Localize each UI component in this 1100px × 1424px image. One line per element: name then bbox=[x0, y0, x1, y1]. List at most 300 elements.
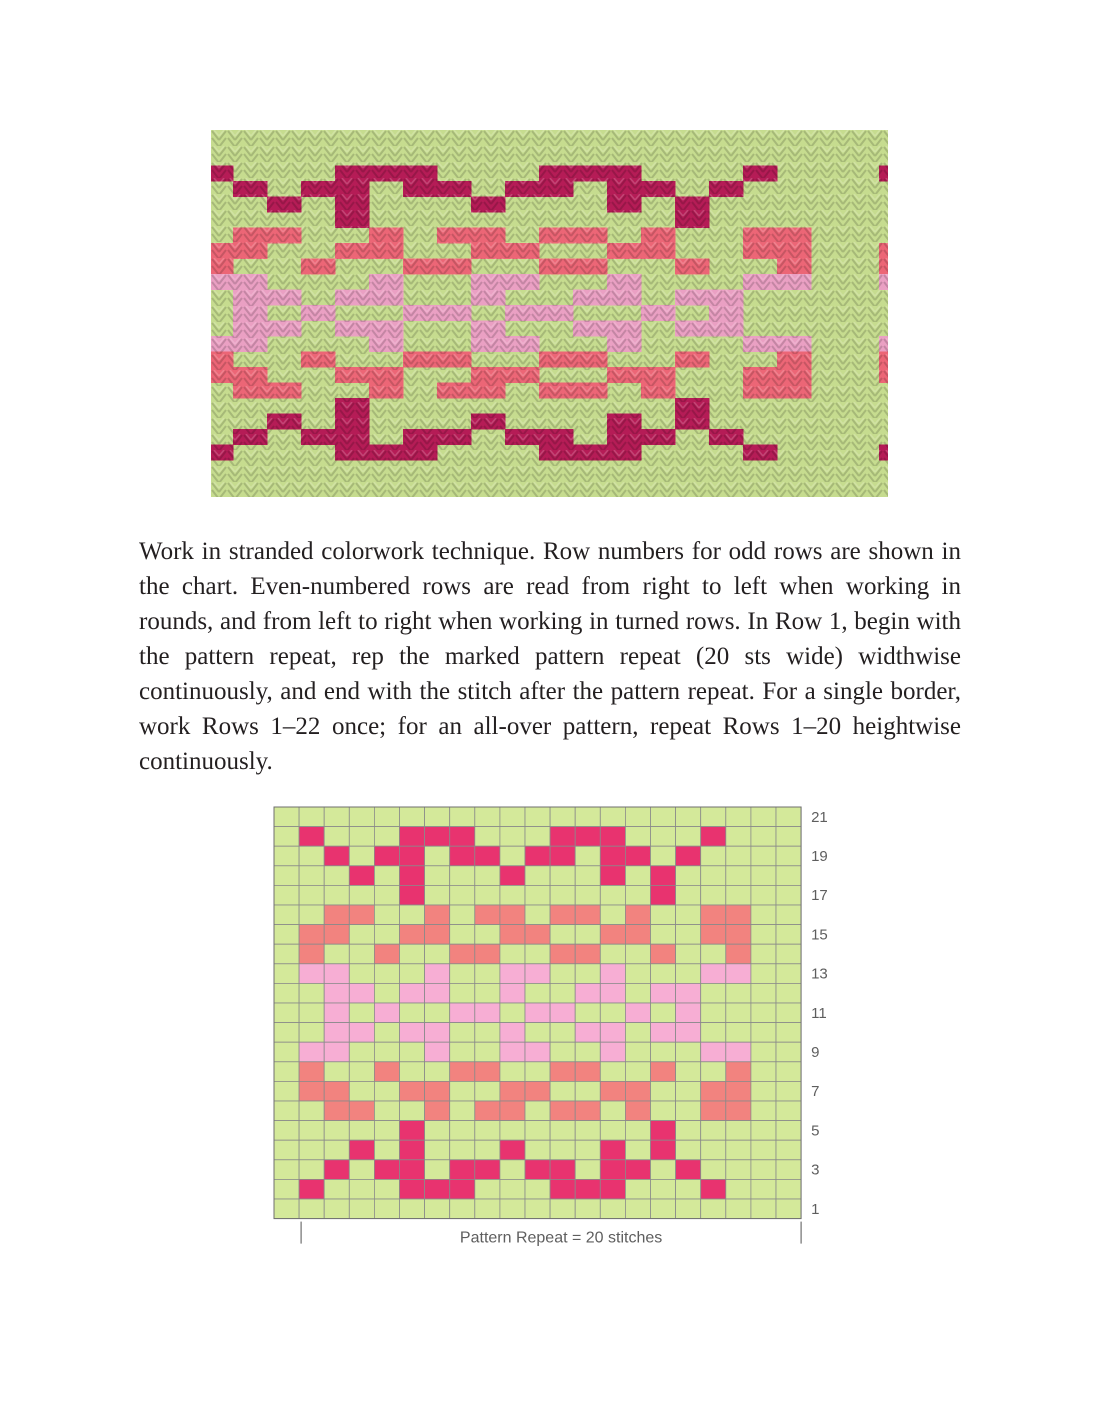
chart-cell bbox=[299, 1121, 324, 1141]
chart-cell bbox=[726, 846, 751, 866]
chart-cell bbox=[575, 925, 600, 945]
chart-cell bbox=[425, 827, 450, 847]
chart-cell bbox=[400, 925, 425, 945]
chart-cell bbox=[550, 1003, 575, 1023]
chart-cell bbox=[425, 944, 450, 964]
chart-cell bbox=[676, 885, 701, 905]
chart-cell bbox=[726, 866, 751, 886]
row-number-label: 11 bbox=[811, 1004, 827, 1022]
chart-cell bbox=[274, 827, 299, 847]
chart-cell bbox=[701, 807, 726, 827]
chart-cell bbox=[550, 964, 575, 984]
chart-cell bbox=[625, 1042, 650, 1062]
chart-cell bbox=[776, 944, 801, 964]
chart-cell bbox=[500, 827, 525, 847]
chart-cell bbox=[349, 944, 374, 964]
chart-cell bbox=[425, 964, 450, 984]
chart-cell bbox=[726, 1062, 751, 1082]
chart-cell bbox=[550, 905, 575, 925]
chart-cell bbox=[450, 1199, 475, 1219]
chart-cell bbox=[701, 1081, 726, 1101]
chart-cell bbox=[676, 944, 701, 964]
chart-cell bbox=[324, 1160, 349, 1180]
chart-cell bbox=[274, 983, 299, 1003]
chart-cell bbox=[550, 1160, 575, 1180]
chart-cell bbox=[324, 905, 349, 925]
chart-cell bbox=[400, 1160, 425, 1180]
chart-cell bbox=[450, 1101, 475, 1121]
chart-cell bbox=[600, 1140, 625, 1160]
chart-cell bbox=[776, 807, 801, 827]
chart-cell bbox=[274, 885, 299, 905]
chart-cell bbox=[676, 1199, 701, 1219]
chart-cell bbox=[525, 807, 550, 827]
chart-cell bbox=[600, 1023, 625, 1043]
chart-cell bbox=[625, 1023, 650, 1043]
chart-cell bbox=[751, 1121, 776, 1141]
chart-cell bbox=[676, 983, 701, 1003]
chart-cell bbox=[500, 1179, 525, 1199]
chart-cell bbox=[600, 1062, 625, 1082]
chart-cell bbox=[600, 1179, 625, 1199]
chart-cell bbox=[324, 827, 349, 847]
chart-cell bbox=[600, 1199, 625, 1219]
chart-cell bbox=[701, 1199, 726, 1219]
chart-cell bbox=[425, 1179, 450, 1199]
chart-cell bbox=[776, 866, 801, 886]
chart-cell bbox=[450, 925, 475, 945]
chart-cell bbox=[349, 964, 374, 984]
row-number-label: 17 bbox=[811, 887, 828, 905]
chart-cell bbox=[676, 925, 701, 945]
chart-cell bbox=[575, 1199, 600, 1219]
chart-cell bbox=[400, 1023, 425, 1043]
chart-cell bbox=[525, 905, 550, 925]
chart-cell bbox=[500, 944, 525, 964]
chart-cell bbox=[299, 827, 324, 847]
chart-cell bbox=[651, 1121, 676, 1141]
chart-cell bbox=[274, 1101, 299, 1121]
chart-cell bbox=[400, 885, 425, 905]
chart-cell bbox=[525, 964, 550, 984]
chart-cell bbox=[299, 964, 324, 984]
chart-cell bbox=[475, 1160, 500, 1180]
chart-cell bbox=[575, 846, 600, 866]
chart-cell bbox=[525, 1081, 550, 1101]
chart-cell bbox=[575, 1140, 600, 1160]
chart-cell bbox=[701, 1101, 726, 1121]
chart-cell bbox=[500, 866, 525, 886]
chart-cell bbox=[450, 807, 475, 827]
chart-cell bbox=[701, 885, 726, 905]
chart-cell bbox=[324, 1121, 349, 1141]
chart-cell bbox=[274, 1121, 299, 1141]
chart-cell bbox=[324, 1179, 349, 1199]
chart-cell bbox=[374, 807, 399, 827]
chart-cell bbox=[425, 925, 450, 945]
chart-cell bbox=[349, 1062, 374, 1082]
chart-cell bbox=[701, 905, 726, 925]
chart-cell bbox=[374, 1042, 399, 1062]
chart-cell bbox=[324, 1081, 349, 1101]
chart-cell bbox=[550, 1101, 575, 1121]
chart-cell bbox=[374, 827, 399, 847]
chart-cell bbox=[425, 1140, 450, 1160]
chart-cell bbox=[550, 1062, 575, 1082]
row-number-label: 7 bbox=[811, 1083, 820, 1101]
chart-cell bbox=[776, 1081, 801, 1101]
chart-cell bbox=[776, 905, 801, 925]
chart-cell bbox=[299, 1140, 324, 1160]
chart-cell bbox=[726, 1042, 751, 1062]
chart-cell bbox=[651, 925, 676, 945]
chart-cell bbox=[701, 1003, 726, 1023]
chart-cell bbox=[600, 866, 625, 886]
chart-cell bbox=[525, 1042, 550, 1062]
chart-cell bbox=[751, 1160, 776, 1180]
chart-cell bbox=[625, 944, 650, 964]
chart-cell bbox=[500, 1042, 525, 1062]
chart-cell bbox=[651, 1003, 676, 1023]
chart-cell bbox=[701, 866, 726, 886]
chart-cell bbox=[400, 827, 425, 847]
chart-cell bbox=[475, 944, 500, 964]
chart-cell bbox=[701, 1179, 726, 1199]
chart-cell bbox=[324, 1003, 349, 1023]
row-number-label: 15 bbox=[811, 926, 828, 944]
chart-cell bbox=[425, 1062, 450, 1082]
chart-cell bbox=[751, 1081, 776, 1101]
chart-cell bbox=[575, 1121, 600, 1141]
chart-cell bbox=[701, 1121, 726, 1141]
chart-cell bbox=[400, 1121, 425, 1141]
chart-cell bbox=[274, 1042, 299, 1062]
chart-cell bbox=[751, 944, 776, 964]
row-number-label: 9 bbox=[811, 1044, 820, 1061]
chart-cell bbox=[676, 1042, 701, 1062]
chart-cell bbox=[425, 905, 450, 925]
chart-cell bbox=[374, 866, 399, 886]
chart-cell bbox=[525, 1179, 550, 1199]
chart-cell bbox=[450, 866, 475, 886]
chart-cell bbox=[400, 1140, 425, 1160]
chart-cell bbox=[274, 1199, 299, 1219]
chart-cell bbox=[651, 1199, 676, 1219]
chart-cell bbox=[500, 1062, 525, 1082]
chart-cell bbox=[475, 983, 500, 1003]
chart-cell bbox=[299, 983, 324, 1003]
chart-cell bbox=[701, 944, 726, 964]
chart-cell bbox=[600, 827, 625, 847]
chart-cell bbox=[349, 1140, 374, 1160]
chart-cell bbox=[525, 1160, 550, 1180]
chart-cell bbox=[776, 1179, 801, 1199]
chart-cell bbox=[500, 925, 525, 945]
chart-cell bbox=[324, 1023, 349, 1043]
chart-cell bbox=[475, 1101, 500, 1121]
chart-cell bbox=[625, 1179, 650, 1199]
chart-cell bbox=[751, 885, 776, 905]
chart-cell bbox=[651, 1179, 676, 1199]
chart-cell bbox=[726, 905, 751, 925]
chart-cell bbox=[349, 1199, 374, 1219]
chart-cell bbox=[349, 846, 374, 866]
chart-cell bbox=[751, 1003, 776, 1023]
chart-cell bbox=[575, 1101, 600, 1121]
chart-svg bbox=[272, 805, 832, 1265]
chart-cell bbox=[726, 1003, 751, 1023]
chart-cell bbox=[701, 1160, 726, 1180]
chart-cell bbox=[701, 1062, 726, 1082]
chart-cell bbox=[299, 1081, 324, 1101]
chart-cell bbox=[600, 1042, 625, 1062]
chart-cell bbox=[349, 1160, 374, 1180]
chart-cell bbox=[625, 905, 650, 925]
chart-cell bbox=[600, 1121, 625, 1141]
chart-cell bbox=[651, 1160, 676, 1180]
chart-cell bbox=[525, 1121, 550, 1141]
chart-cell bbox=[299, 1003, 324, 1023]
chart-cell bbox=[400, 1003, 425, 1023]
chart-cell bbox=[776, 827, 801, 847]
chart-cell bbox=[400, 983, 425, 1003]
chart-cell bbox=[425, 866, 450, 886]
chart-cell bbox=[274, 1179, 299, 1199]
chart-cell bbox=[575, 1003, 600, 1023]
chart-cell bbox=[525, 944, 550, 964]
row-number-label: 3 bbox=[811, 1161, 820, 1179]
chart-cell bbox=[450, 1160, 475, 1180]
chart-cell bbox=[500, 964, 525, 984]
chart-cell bbox=[651, 1101, 676, 1121]
chart-cell bbox=[299, 905, 324, 925]
chart-cell bbox=[475, 885, 500, 905]
chart-cell bbox=[324, 807, 349, 827]
chart-cell bbox=[349, 807, 374, 827]
chart-cell bbox=[726, 807, 751, 827]
chart-cell bbox=[400, 1062, 425, 1082]
chart-cell bbox=[676, 1023, 701, 1043]
chart-cell bbox=[575, 1042, 600, 1062]
chart-cell bbox=[400, 905, 425, 925]
chart-cell bbox=[751, 1140, 776, 1160]
chart-cell bbox=[751, 827, 776, 847]
chart-cell bbox=[450, 827, 475, 847]
chart-cell bbox=[475, 1081, 500, 1101]
chart-cell bbox=[575, 964, 600, 984]
chart-cell bbox=[324, 1042, 349, 1062]
knit-texture-overlay bbox=[211, 130, 888, 497]
chart-cell bbox=[625, 1081, 650, 1101]
chart-cell bbox=[525, 1062, 550, 1082]
chart-cell bbox=[475, 1062, 500, 1082]
chart-cell bbox=[349, 925, 374, 945]
row-number-label: 13 bbox=[811, 965, 828, 983]
chart-cell bbox=[349, 1121, 374, 1141]
chart-cell bbox=[274, 846, 299, 866]
chart-cell bbox=[425, 1199, 450, 1219]
chart-cell bbox=[450, 1081, 475, 1101]
chart-cell bbox=[274, 944, 299, 964]
chart-cell bbox=[575, 1081, 600, 1101]
chart-cell bbox=[324, 866, 349, 886]
chart-cell bbox=[600, 846, 625, 866]
chart-cell bbox=[751, 807, 776, 827]
chart-cell bbox=[299, 1062, 324, 1082]
chart-cell bbox=[751, 1199, 776, 1219]
chart-cell bbox=[274, 1081, 299, 1101]
pattern-repeat-label: Pattern Repeat = 20 stitches bbox=[459, 1229, 663, 1247]
chart-cell bbox=[751, 905, 776, 925]
chart-cell bbox=[299, 1023, 324, 1043]
chart-cell bbox=[450, 944, 475, 964]
chart-cell bbox=[475, 925, 500, 945]
chart-cell bbox=[776, 1042, 801, 1062]
chart-cell bbox=[575, 807, 600, 827]
chart-cell bbox=[651, 905, 676, 925]
chart-cell bbox=[776, 1160, 801, 1180]
chart-cell bbox=[751, 866, 776, 886]
chart-cell bbox=[701, 827, 726, 847]
chart-cell bbox=[374, 1003, 399, 1023]
chart-cell bbox=[425, 1042, 450, 1062]
chart-cell bbox=[776, 1140, 801, 1160]
chart-cell bbox=[475, 1121, 500, 1141]
chart-cell bbox=[726, 944, 751, 964]
chart-cell bbox=[349, 1179, 374, 1199]
chart-cell bbox=[349, 983, 374, 1003]
chart-cell bbox=[500, 1101, 525, 1121]
chart-cell bbox=[625, 1062, 650, 1082]
chart-cell bbox=[425, 846, 450, 866]
row-number-label: 5 bbox=[811, 1122, 820, 1140]
chart-cell bbox=[525, 866, 550, 886]
chart-cell bbox=[349, 1023, 374, 1043]
chart-cell bbox=[651, 1140, 676, 1160]
chart-cell bbox=[475, 1199, 500, 1219]
chart-cell bbox=[400, 944, 425, 964]
chart-cell bbox=[324, 1140, 349, 1160]
chart-cell bbox=[450, 1042, 475, 1062]
chart-cell bbox=[475, 807, 500, 827]
chart-cell bbox=[525, 983, 550, 1003]
chart-cell bbox=[475, 846, 500, 866]
chart-cell bbox=[349, 885, 374, 905]
chart-cell bbox=[701, 1023, 726, 1043]
chart-cell bbox=[600, 964, 625, 984]
chart-cell bbox=[525, 846, 550, 866]
chart-cell bbox=[475, 1179, 500, 1199]
chart-cell bbox=[726, 983, 751, 1003]
chart-cell bbox=[324, 1199, 349, 1219]
chart-cell bbox=[676, 1062, 701, 1082]
chart-cell bbox=[374, 905, 399, 925]
chart-cell bbox=[400, 866, 425, 886]
chart-cell bbox=[751, 1101, 776, 1121]
chart-cell bbox=[450, 983, 475, 1003]
chart-cell bbox=[550, 807, 575, 827]
chart-cell bbox=[550, 1023, 575, 1043]
chart-cell bbox=[500, 1140, 525, 1160]
chart-cell bbox=[776, 1101, 801, 1121]
chart-cell bbox=[550, 866, 575, 886]
chart-cell bbox=[500, 1023, 525, 1043]
chart-cell bbox=[625, 1140, 650, 1160]
chart-cell bbox=[600, 885, 625, 905]
instructions-paragraph: Work in stranded colorwork technique. Row numbers for odd rows are shown in the chart. Even-numbered rows are read from right to left when working in rounds, and from left to right when working in turned rows. In Row 1, begin with the pattern repeat, rep the marked pattern repeat (20 sts wide) widthwise continuously, and end with the stitch after the pattern repeat. For a single border, work Rows 1–22 once; for an all-over pattern, repeat Rows 1–20 heightwise continuously. bbox=[139, 538, 961, 775]
chart-cell bbox=[525, 827, 550, 847]
chart-cell bbox=[550, 1140, 575, 1160]
chart-cell bbox=[726, 885, 751, 905]
chart-cell bbox=[600, 925, 625, 945]
chart-cell bbox=[676, 1140, 701, 1160]
chart-cell bbox=[425, 1101, 450, 1121]
chart-cell bbox=[525, 885, 550, 905]
chart-cell bbox=[450, 1121, 475, 1141]
chart-cell bbox=[374, 1121, 399, 1141]
chart-cell bbox=[776, 925, 801, 945]
chart-cell bbox=[475, 1003, 500, 1023]
chart-cell bbox=[701, 983, 726, 1003]
chart-cell bbox=[701, 1042, 726, 1062]
chart-cell bbox=[726, 1140, 751, 1160]
chart-cell bbox=[726, 1199, 751, 1219]
chart-cell bbox=[625, 925, 650, 945]
chart-cell bbox=[575, 944, 600, 964]
chart-cell bbox=[475, 827, 500, 847]
chart-cell bbox=[751, 964, 776, 984]
chart-cell bbox=[776, 1121, 801, 1141]
chart-cell bbox=[425, 807, 450, 827]
chart-cell bbox=[400, 964, 425, 984]
chart-cell bbox=[676, 905, 701, 925]
chart-cell bbox=[400, 1042, 425, 1062]
chart-cell bbox=[676, 1101, 701, 1121]
chart-cell bbox=[274, 1023, 299, 1043]
chart-cell bbox=[751, 983, 776, 1003]
chart-cell bbox=[676, 827, 701, 847]
chart-cell bbox=[575, 1023, 600, 1043]
chart-cell bbox=[701, 1140, 726, 1160]
chart-cell bbox=[374, 1179, 399, 1199]
chart-cell bbox=[575, 885, 600, 905]
chart-cell bbox=[425, 1081, 450, 1101]
chart-cell bbox=[575, 983, 600, 1003]
chart-cell bbox=[625, 964, 650, 984]
chart-cell bbox=[374, 1199, 399, 1219]
chart-cell bbox=[651, 866, 676, 886]
chart-cell bbox=[400, 846, 425, 866]
chart-cell bbox=[776, 1003, 801, 1023]
chart-cell bbox=[299, 1101, 324, 1121]
chart-cell bbox=[475, 1023, 500, 1043]
chart-cell bbox=[575, 1179, 600, 1199]
chart-cell bbox=[550, 846, 575, 866]
chart-cell bbox=[701, 925, 726, 945]
chart-cell bbox=[374, 846, 399, 866]
chart-cell bbox=[400, 1081, 425, 1101]
chart-cell bbox=[299, 925, 324, 945]
chart-cell bbox=[600, 1081, 625, 1101]
chart-cell bbox=[450, 1179, 475, 1199]
chart-cell bbox=[575, 866, 600, 886]
chart-cell bbox=[651, 983, 676, 1003]
chart-cell bbox=[575, 1160, 600, 1180]
chart-cell bbox=[274, 1003, 299, 1023]
chart-cell bbox=[299, 846, 324, 866]
chart-cell bbox=[651, 944, 676, 964]
chart-cell bbox=[374, 885, 399, 905]
